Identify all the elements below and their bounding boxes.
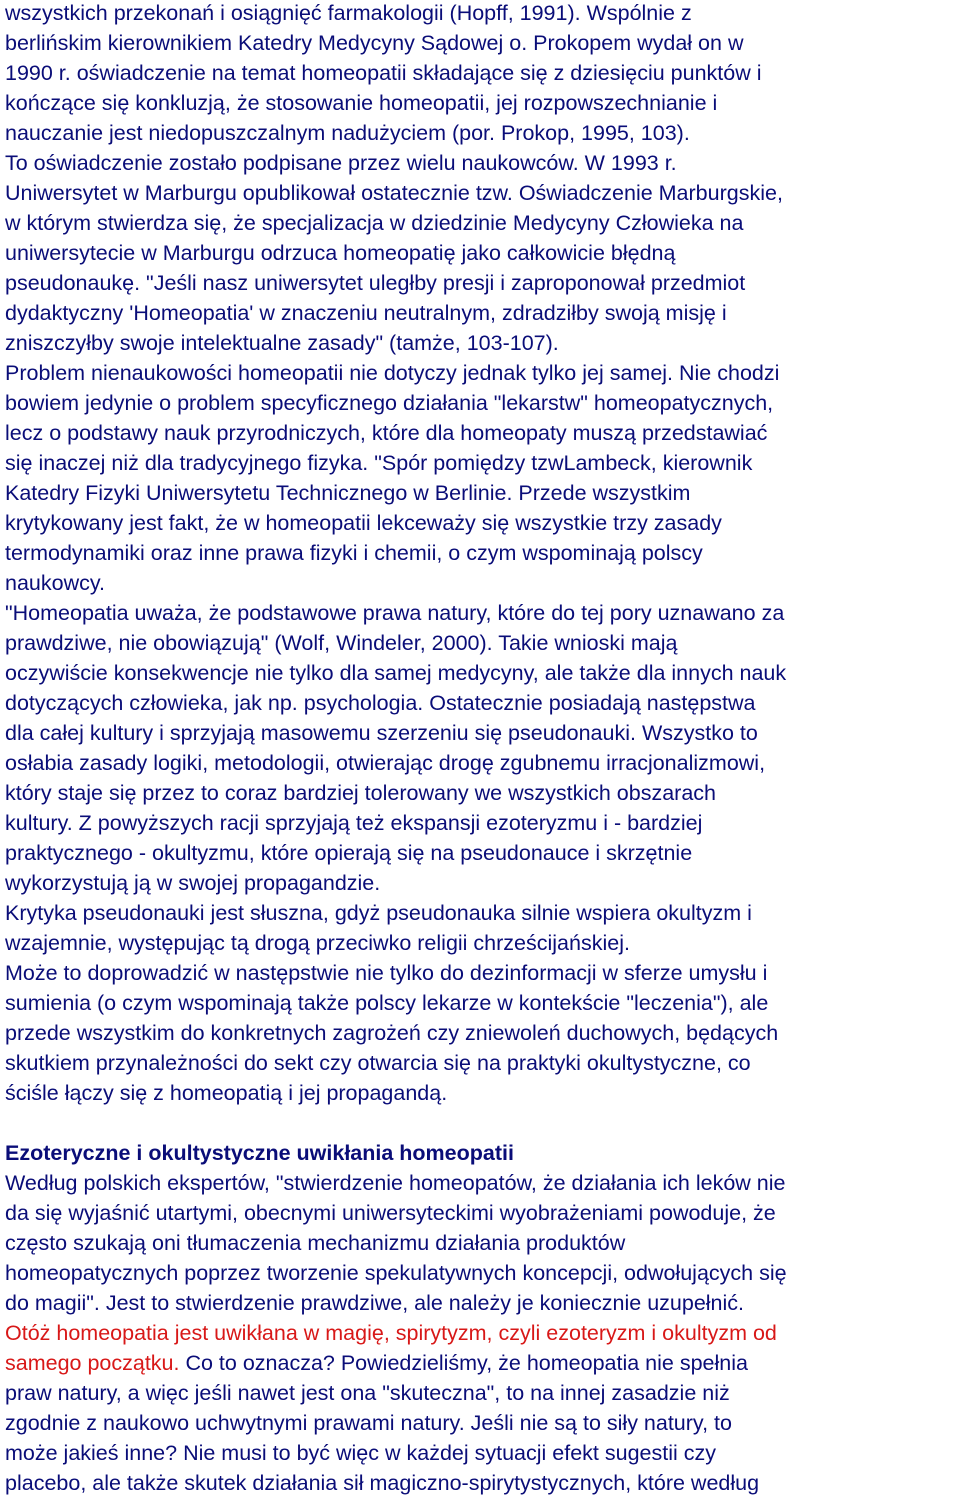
text-line: Krytyka pseudonauki jest słuszna, gdyż pseudonauka silnie wspiera okultyzm i: [5, 901, 752, 925]
text-line: Katedry Fizyki Uniwersytetu Technicznego w Berlinie. Przede wszystkim: [5, 481, 691, 505]
body-paragraphs: [5, 0, 955, 1108]
text-line: uniwersytecie w Marburgu odrzuca homeopatię jako całkowicie błędną: [5, 241, 676, 265]
text-line: kultury. Z powyższych racji sprzyjają też ekspansji ezoteryzmu i - bardziej: [5, 811, 703, 835]
text-line: zniszczyłby swoje intelektualne zasady" (tamże, 103-107).: [5, 331, 559, 355]
emphasized-text-line: Otóż homeopatia jest uwikłana w magię, spirytyzm, czyli ezoteryzm i okultyzm od: [5, 1321, 777, 1345]
text-fragment: Co to oznacza? Powiedzieliśmy, że homeopatia nie spełnia: [179, 1351, 748, 1375]
text-line: Uniwersytet w Marburgu opublikował ostatecznie tzw. Oświadczenie Marburgskie,: [5, 181, 783, 205]
emphasized-text: samego początku.: [5, 1351, 180, 1375]
text-line: To oświadczenie zostało podpisane przez wielu naukowców. W 1993 r.: [5, 151, 677, 175]
text-line: może jakieś inne? Nie musi to być więc w każdej sytuacji efekt sugestii czy: [5, 1441, 716, 1465]
text-line: dotyczących człowieka, jak np. psychologia. Ostatecznie posiadają następstwa: [5, 691, 756, 715]
text-line: wykorzystują ją w swojej propagandzie.: [5, 871, 381, 895]
text-line: 1990 r. oświadczenie na temat homeopatii składające się z dziesięciu punktów i: [5, 61, 762, 85]
text-line: homeopatycznych poprzez tworzenie spekulatywnych koncepcji, odwołujących się: [5, 1261, 787, 1285]
text-line: skutkiem przynależności do sekt czy otwarcia się na praktyki okultystyczne, co: [5, 1051, 751, 1075]
text-line: "Homeopatia uważa, że podstawowe prawa natury, które do tej pory uznawano za: [5, 601, 785, 625]
document-page: [5, 0, 955, 1498]
text-line: często szukają oni tłumaczenia mechanizmu działania produktów: [5, 1231, 626, 1255]
text-line: placebo, ale także skutek działania sił magiczno-spirytystycznych, które według: [5, 1471, 760, 1495]
text-line: który staje się przez to coraz bardziej tolerowany we wszystkich obszarach: [5, 781, 716, 805]
text-line: termodynamiki oraz inne prawa fizyki i chemii, o czym wspominają polscy: [5, 541, 703, 565]
text-line: dla całej kultury i sprzyjają masowemu szerzeniu się pseudonauki. Wszystko to: [5, 721, 758, 745]
text-line: praw natury, a więc jeśli nawet jest ona "skuteczna", to na innej zasadzie niż: [5, 1381, 730, 1405]
text-line: dydaktyczny 'Homeopatia' w znaczeniu neutralnym, zdradziłby swoją misję i: [5, 301, 727, 325]
text-line: pseudonaukę. "Jeśli nasz uniwersytet uległby presji i zaproponował przedmiot: [5, 271, 746, 295]
text-line: sumienia (o czym wspominają także polscy lekarze w kontekście "leczenia"), ale: [5, 991, 769, 1015]
section-paragraphs: [5, 1168, 955, 1498]
text-line: krytykowany jest fakt, że w homeopatii lekceważy się wszystkie trzy zasady: [5, 511, 722, 535]
text-line: się inaczej niż dla tradycyjnego fizyka. "Spór pomiędzy tzwLambeck, kierownik: [5, 451, 753, 475]
text-line: prawdziwe, nie obowiązują" (Wolf, Windeler, 2000). Takie wnioski mają: [5, 631, 678, 655]
text-line: osłabia zasady logiki, metodologii, otwierając drogę zgubnemu irracjonalizmowi,: [5, 751, 766, 775]
text-line: przede wszystkim do konkretnych zagrożeń czy zniewoleń duchowych, będących: [5, 1021, 779, 1045]
text-line: ściśle łączy się z homeopatią i jej propagandą.: [5, 1081, 448, 1105]
text-line: lecz o podstawy nauk przyrodniczych, które dla homeopaty muszą przedstawiać: [5, 421, 768, 445]
text-line: naukowcy.: [5, 571, 105, 595]
text-line: do magii". Jest to stwierdzenie prawdziwe, ale należy je koniecznie uzupełnić.: [5, 1291, 745, 1315]
text-line: [5, 1348, 955, 1378]
text-line: bowiem jedynie o problem specyficznego działania "lekarstw" homeopatycznych,: [5, 391, 774, 415]
paragraph-spacer: [5, 1108, 955, 1138]
text-line: oczywiście konsekwencje nie tylko dla samej medycyny, ale także dla innych nauk: [5, 661, 787, 685]
text-line: Według polskich ekspertów, "stwierdzenie homeopatów, że działania ich leków nie: [5, 1171, 786, 1195]
text-line: praktycznego - okultyzmu, które opierają się na pseudonauce i skrzętnie: [5, 841, 693, 865]
text-line: da się wyjaśnić utartymi, obecnymi uniwersyteckimi wyobrażeniami powoduje, że: [5, 1201, 776, 1225]
text-line: nauczanie jest niedopuszczalnym nadużyciem (por. Prokop, 1995, 103).: [5, 121, 690, 145]
text-line: Problem nienaukowości homeopatii nie dotyczy jednak tylko jej samej. Nie chodzi: [5, 361, 780, 385]
text-line: wszystkich przekonań i osiągnięć farmakologii (Hopff, 1991). Wspólnie z: [5, 1, 692, 25]
text-line: w którym stwierdza się, że specjalizacja w dziedzinie Medycyny Człowieka na: [5, 211, 744, 235]
text-line: kończące się konkluzją, że stosowanie homeopatii, jej rozpowszechnianie i: [5, 91, 718, 115]
text-line: wzajemnie, występując tą drogą przeciwko religii chrześcijańskiej.: [5, 931, 630, 955]
text-line: zgodnie z naukowo uchwytnymi prawami natury. Jeśli nie są to siły natury, to: [5, 1411, 732, 1435]
text-line: berlińskim kierownikiem Katedry Medycyny Sądowej o. Prokopem wydał on w: [5, 31, 744, 55]
section-heading: Ezoteryczne i okultystyczne uwikłania homeopatii: [5, 1141, 514, 1165]
text-line: Może to doprowadzić w następstwie nie tylko do dezinformacji w sferze umysłu i: [5, 961, 768, 985]
